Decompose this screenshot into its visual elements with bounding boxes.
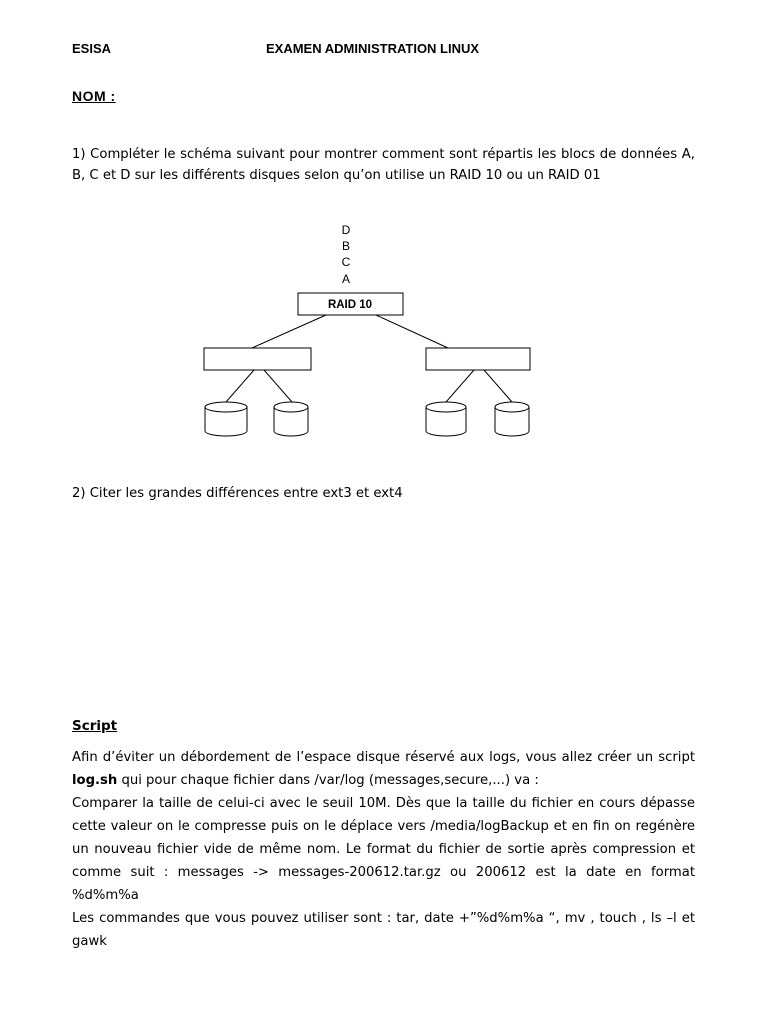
script-commands: Les commandes que vous pouvez utiliser sont : tar, date +”%d%m%a “, mv , touch , ls –l et gawk (72, 911, 695, 949)
link-left-disk2 (264, 370, 292, 402)
link-raid-left (252, 315, 326, 348)
disk-icon (274, 402, 308, 436)
script-intro (72, 746, 695, 792)
left-sub-box (204, 348, 311, 370)
script-intro-end: qui pour chaque fichier dans /var/log (messages,secure,...) va : (117, 773, 539, 788)
block-label-d: D (341, 223, 351, 237)
block-label-c: C (341, 255, 351, 269)
school-name: ESISA (72, 41, 112, 56)
link-right-disk2 (484, 370, 512, 402)
disk-icon (495, 402, 529, 436)
nom-label: NOM : (72, 88, 116, 104)
disk-icon (426, 402, 466, 436)
disk-icon (205, 402, 247, 436)
link-left-disk1 (226, 370, 254, 402)
link-raid-right (376, 315, 448, 348)
block-label-a: A (341, 272, 351, 286)
script-instructions (72, 746, 695, 953)
raid-label: RAID 10 (327, 299, 373, 311)
script-filename: log.sh (72, 773, 118, 788)
link-right-disk1 (446, 370, 474, 402)
exam-title: EXAMEN ADMINISTRATION LINUX (266, 41, 480, 56)
block-label-b: B (341, 239, 351, 253)
question-2-text: 2) Citer les grandes différences entre ext3 et ext4 (72, 486, 403, 501)
script-requirements: Comparer la taille de celui-ci avec le seuil 10M. Dès que la taille du fichier en cours dépasse cette valeur on le compresse puis on le déplace vers /media/logBackup et en fin on regénère un nouveau fichier vide de même nom. Le format du fichier de sortie après compression et comme suit : messages -> messages-200612.tar.gz ou 200612 est la date en format %d%m%a (72, 796, 695, 903)
script-intro-start: Afin d’éviter un débordement de l’espace disque réservé aux logs, vous allez créer un script (72, 750, 695, 765)
question-1-text: 1) Compléter le schéma suivant pour montrer comment sont répartis les blocs de données A, B, C et D sur les différents disques selon qu’on utilise un RAID 10 ou un RAID 01 (72, 147, 695, 183)
script-section-title: Script (72, 718, 118, 734)
right-sub-box (426, 348, 530, 370)
